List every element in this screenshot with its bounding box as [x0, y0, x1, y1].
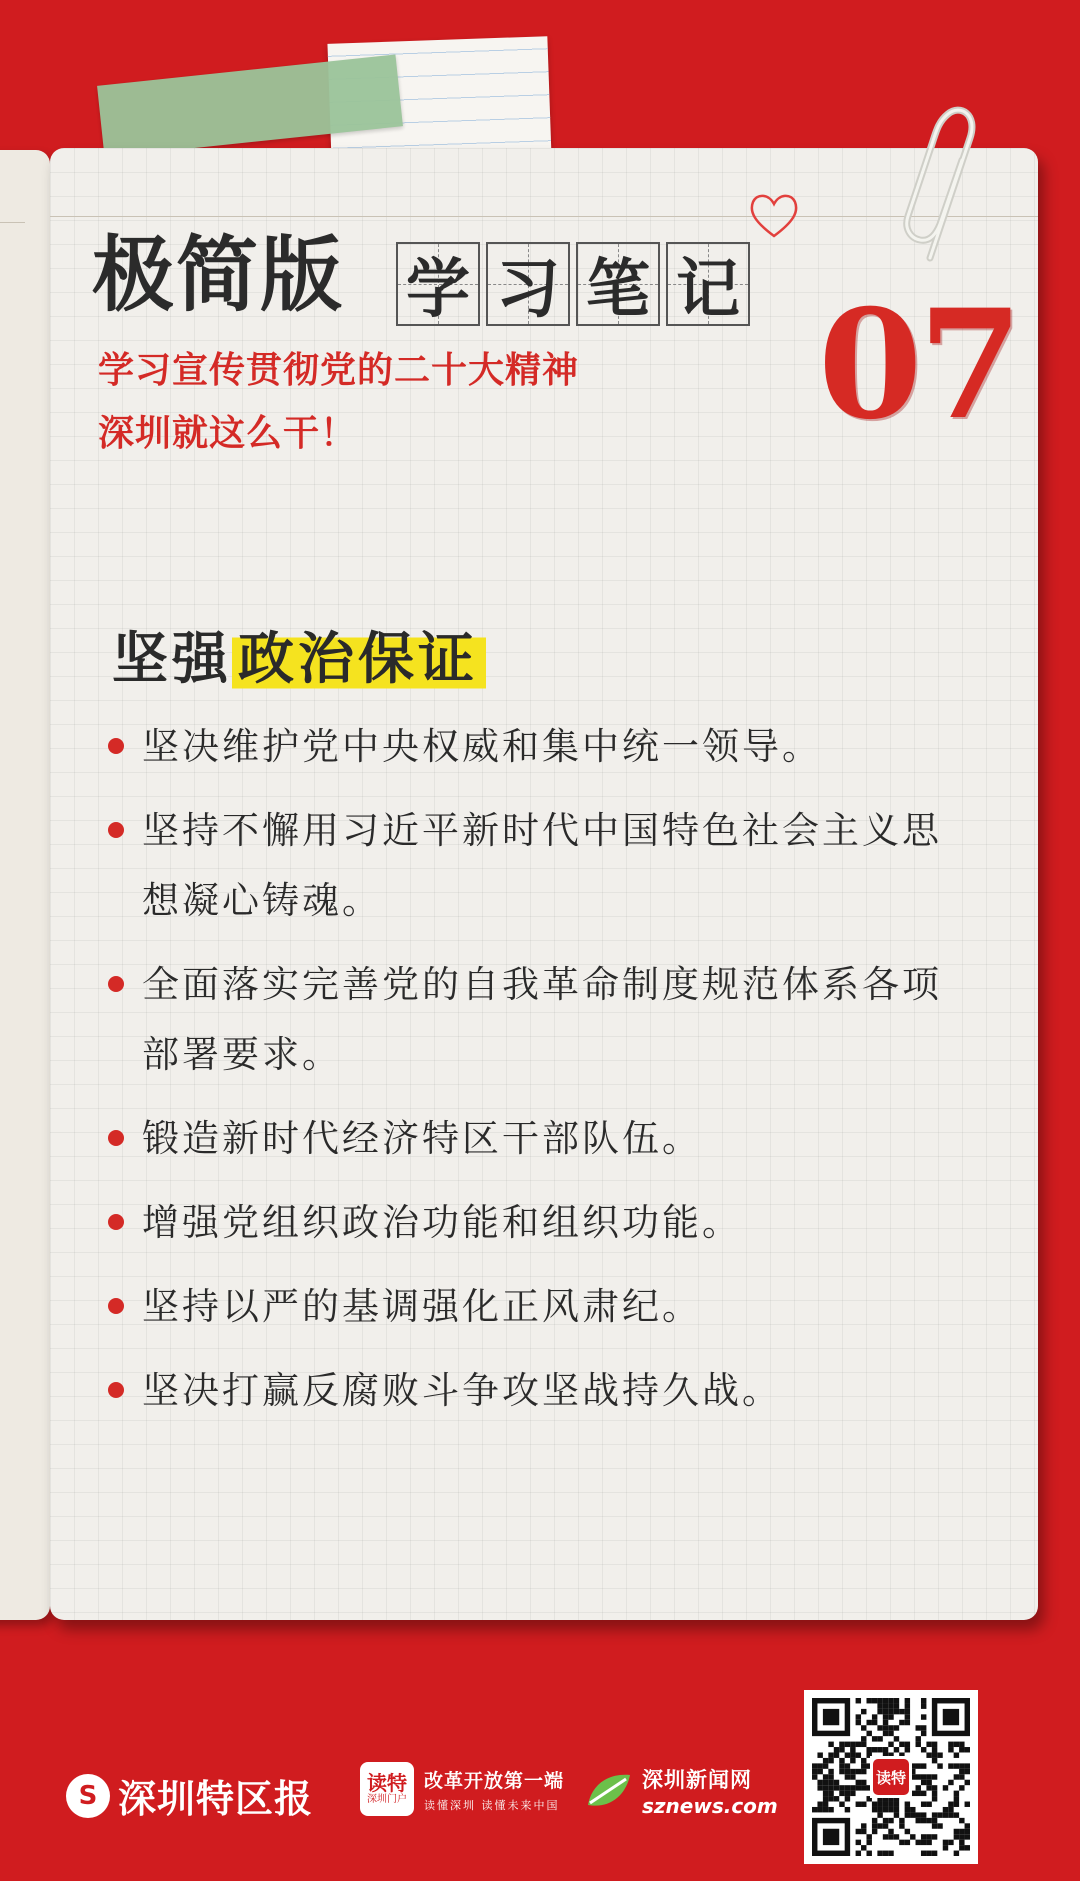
dute-logo[interactable] [360, 1762, 564, 1816]
sznews-logo[interactable] [582, 1764, 778, 1818]
bullet-dot-icon [108, 1214, 124, 1230]
bullet-dot-icon [108, 822, 124, 838]
top-rule-line [50, 216, 1038, 217]
sz-tequbao-logo[interactable] [66, 1768, 313, 1823]
dute-badge-icon: 读特 深圳门户 [360, 1762, 414, 1816]
sznews-domain: sznews.com [642, 1794, 778, 1818]
heart-doodle-icon [745, 188, 803, 242]
subtitle-line-1: 学习宣传贯彻党的二十大精神 [98, 350, 580, 391]
dute-logo-text [424, 1766, 564, 1813]
list-item: 锻造新时代经济特区干部队伍。 [108, 1104, 968, 1174]
list-item: 增强党组织政治功能和组织功能。 [108, 1188, 968, 1258]
sznews-logo-text [642, 1764, 778, 1818]
list-item: 全面落实完善党的自我革命制度规范体系各项部署要求。 [108, 950, 968, 1090]
title-box-1: 学 [396, 242, 480, 326]
paperclip-icon [900, 98, 990, 268]
bullet-dot-icon [108, 1130, 124, 1146]
list-item: 坚决维护党中央权威和集中统一领导。 [108, 712, 968, 782]
title-box-2: 习 [486, 242, 570, 326]
qr-code[interactable] [804, 1690, 978, 1864]
list-item: 坚决打赢反腐败斗争攻坚战持久战。 [108, 1356, 968, 1426]
title-box-3: 笔 [576, 242, 660, 326]
point-list [108, 712, 968, 1440]
list-item: 坚持以严的基调强化正风肃纪。 [108, 1272, 968, 1342]
sznews-leaf-icon [582, 1765, 634, 1817]
list-item: 坚持不懈用习近平新时代中国特色社会主义思想凝心铸魂。 [108, 796, 968, 936]
bullet-dot-icon [108, 1298, 124, 1314]
footer [0, 1690, 1080, 1880]
subtitle-line-2: 深圳就这么干！ [98, 413, 358, 454]
qr-center-logo-icon: 读特 [873, 1759, 909, 1795]
sznews-name: 深圳新闻网 [642, 1768, 752, 1792]
sz-tequbao-emblem-icon: S [66, 1774, 110, 1818]
dute-slogan: 改革开放第一端 [424, 1769, 565, 1792]
dute-sub-slogan: 读懂深圳 读懂未来中国 [424, 1798, 560, 1812]
bullet-dot-icon [108, 738, 124, 754]
section-title-highlight: 政治保证 [232, 615, 486, 695]
title-boxed-group [396, 242, 750, 326]
issue-number: 07 [818, 277, 1019, 453]
title-box-4: 记 [666, 242, 750, 326]
section-title [112, 615, 486, 695]
bullet-dot-icon [108, 1382, 124, 1398]
bullet-dot-icon [108, 976, 124, 992]
left-notebook-sheet [0, 150, 50, 1620]
sz-tequbao-logo-text: 深圳特区报 [118, 1776, 314, 1821]
qr-center-badge [870, 1756, 912, 1798]
section-title-plain: 坚强 [112, 626, 232, 692]
title-main: 极简版 [92, 228, 345, 323]
